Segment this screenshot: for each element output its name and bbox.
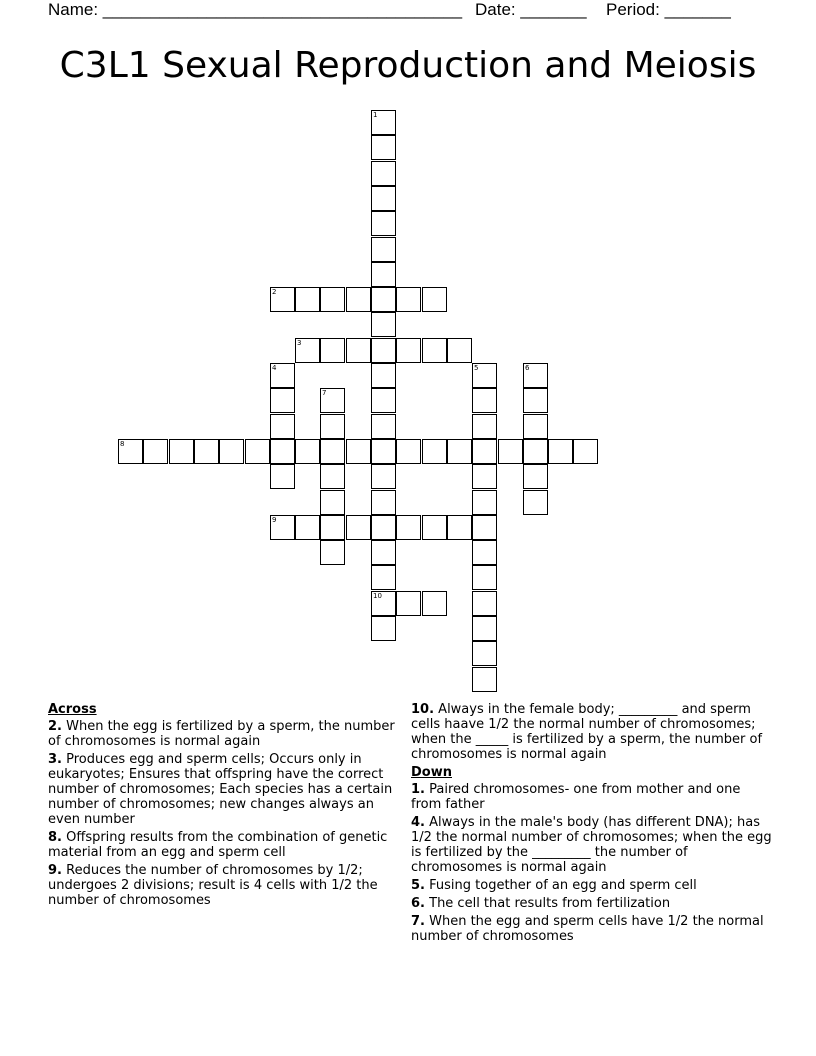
grid-cell[interactable] (523, 464, 548, 489)
grid-cell[interactable] (523, 490, 548, 515)
grid-cell[interactable] (422, 287, 447, 312)
cell-number: 7 (322, 389, 327, 397)
grid-cell[interactable] (573, 439, 598, 464)
clue-text: Fusing together of an egg and sperm cell (429, 878, 697, 893)
grid-cell[interactable] (371, 439, 396, 464)
grid-cell[interactable] (371, 312, 396, 337)
grid-cell[interactable] (548, 439, 573, 464)
cell-number: 6 (525, 364, 530, 372)
grid-cell[interactable] (371, 161, 396, 186)
grid-cell[interactable] (472, 641, 497, 666)
grid-cell[interactable] (371, 388, 396, 413)
clue-text: Always in the female body; _________ and sperm cells haave 1/2 the normal number of chromosomes; when the _____ is fertilized by a sperm, the number of chromosomes is normal again (411, 702, 763, 762)
grid-cell[interactable] (371, 490, 396, 515)
clue-text: Reduces the number of chromosomes by 1/2; undergoes 2 divisions; result is 4 cells with 1/2 the number of chromosomes (48, 863, 378, 908)
grid-cell[interactable] (422, 338, 447, 363)
cell-number: 3 (297, 339, 302, 347)
grid-cell[interactable] (320, 439, 345, 464)
cell-number: 1 (373, 111, 378, 119)
grid-cell[interactable] (320, 540, 345, 565)
down-clue (411, 782, 773, 812)
grid-cell[interactable] (371, 565, 396, 590)
grid-cell[interactable] (396, 591, 421, 616)
clue-number: 6. (411, 896, 425, 911)
grid-cell[interactable] (169, 439, 194, 464)
clue-number: 5. (411, 878, 425, 893)
grid-cell[interactable] (422, 515, 447, 540)
grid-cell[interactable] (320, 414, 345, 439)
name-field[interactable]: Name: ______________________________________ (48, 0, 463, 19)
grid-cell[interactable] (320, 490, 345, 515)
grid-cell[interactable] (295, 287, 320, 312)
grid-cell[interactable] (472, 565, 497, 590)
clue-text: Always in the male's body (has different DNA); has 1/2 the normal number of chromosomes; when the egg is fertilized by the _________ the number of chromosomes is normal again (411, 815, 772, 875)
grid-cell[interactable] (371, 186, 396, 211)
grid-cell[interactable] (472, 616, 497, 641)
cell-number: 4 (272, 364, 277, 372)
cell-number: 10 (373, 592, 382, 600)
down-clue (411, 896, 773, 911)
grid-cell[interactable] (422, 591, 447, 616)
across-heading: Across (48, 702, 97, 717)
grid-cell[interactable] (320, 515, 345, 540)
grid-cell[interactable] (270, 414, 295, 439)
grid-cell[interactable] (422, 439, 447, 464)
grid-cell[interactable] (371, 515, 396, 540)
grid-cell[interactable] (320, 464, 345, 489)
grid-cell[interactable] (194, 439, 219, 464)
grid-cell[interactable] (320, 287, 345, 312)
grid-cell[interactable] (498, 439, 523, 464)
grid-cell[interactable] (295, 439, 320, 464)
grid-cell[interactable] (346, 515, 371, 540)
grid-cell[interactable] (371, 237, 396, 262)
grid-cell[interactable] (396, 515, 421, 540)
across-clue (48, 752, 398, 827)
grid-cell[interactable] (472, 388, 497, 413)
date-field[interactable]: Date: _______ (475, 0, 587, 19)
grid-cell[interactable] (472, 363, 497, 388)
grid-cell[interactable] (118, 439, 143, 464)
grid-cell[interactable] (472, 515, 497, 540)
grid-cell[interactable] (270, 388, 295, 413)
grid-cell[interactable] (371, 464, 396, 489)
grid-cell[interactable] (143, 439, 168, 464)
across-clue (48, 863, 398, 908)
clue-text: Produces egg and sperm cells; Occurs only in eukaryotes; Ensures that offspring have the correct number of chromosomes; Each species has a certain number of chromosomes; new changes always an even number (48, 752, 393, 827)
cell-number: 5 (474, 364, 479, 372)
grid-cell[interactable] (472, 439, 497, 464)
clue-text: When the egg is fertilized by a sperm, the number of chromosomes is normal again (48, 719, 395, 749)
grid-cell[interactable] (523, 414, 548, 439)
grid-cell[interactable] (472, 414, 497, 439)
grid-cell[interactable] (295, 338, 320, 363)
clue-number: 9. (48, 863, 62, 878)
clue-number: 10. (411, 702, 435, 717)
clue-text: Paired chromosomes- one from mother and one from father (411, 782, 741, 812)
grid-cell[interactable] (447, 515, 472, 540)
grid-cell[interactable] (371, 211, 396, 236)
grid-cell[interactable] (523, 439, 548, 464)
clue-number: 8. (48, 830, 62, 845)
grid-cell[interactable] (219, 439, 244, 464)
grid-cell[interactable] (472, 591, 497, 616)
grid-cell[interactable] (270, 464, 295, 489)
down-clue (411, 878, 773, 893)
grid-cell[interactable] (270, 287, 295, 312)
cell-number: 8 (120, 440, 125, 448)
page-title: C3L1 Sexual Reproduction and Meiosis (59, 45, 757, 86)
clue-text: When the egg and sperm cells have 1/2 the normal number of chromosomes (411, 914, 764, 944)
cell-number: 2 (272, 288, 277, 296)
grid-cell[interactable] (270, 515, 295, 540)
grid-cell[interactable] (396, 287, 421, 312)
clue-number: 4. (411, 815, 425, 830)
grid-cell[interactable] (371, 262, 396, 287)
grid-cell[interactable] (320, 388, 345, 413)
clues-right-column (411, 702, 773, 947)
cell-number: 9 (272, 516, 277, 524)
across-clue (48, 719, 398, 749)
grid-cell[interactable] (472, 540, 497, 565)
down-heading: Down (411, 765, 452, 780)
grid-cell[interactable] (472, 667, 497, 692)
grid-cell[interactable] (472, 490, 497, 515)
clue-number: 7. (411, 914, 425, 929)
period-field[interactable]: Period: _______ (606, 0, 731, 19)
grid-cell[interactable] (371, 540, 396, 565)
grid-cell[interactable] (270, 363, 295, 388)
grid-cell[interactable] (447, 338, 472, 363)
grid-cell[interactable] (346, 338, 371, 363)
grid-cell[interactable] (396, 338, 421, 363)
grid-cell[interactable] (270, 439, 295, 464)
grid-cell[interactable] (472, 464, 497, 489)
clue-number: 2. (48, 719, 62, 734)
grid-cell[interactable] (371, 591, 396, 616)
grid-cell[interactable] (371, 338, 396, 363)
grid-cell[interactable] (371, 414, 396, 439)
grid-cell[interactable] (396, 439, 421, 464)
clue-number: 3. (48, 752, 62, 767)
grid-cell[interactable] (523, 363, 548, 388)
grid-cell[interactable] (523, 388, 548, 413)
down-clue (411, 815, 773, 875)
grid-cell[interactable] (371, 363, 396, 388)
grid-cell[interactable] (371, 110, 396, 135)
across-clues (48, 702, 398, 911)
grid-cell[interactable] (371, 287, 396, 312)
clue-text: Offspring results from the combination of genetic material from an egg and sperm cell (48, 830, 388, 860)
across-clue (411, 702, 773, 762)
across-clue (48, 830, 398, 860)
grid-cell[interactable] (245, 439, 270, 464)
grid-cell[interactable] (320, 338, 345, 363)
grid-cell[interactable] (346, 287, 371, 312)
grid-cell[interactable] (371, 616, 396, 641)
down-clue (411, 914, 773, 944)
grid-cell[interactable] (346, 439, 371, 464)
grid-cell[interactable] (447, 439, 472, 464)
grid-cell[interactable] (371, 135, 396, 160)
clue-number: 1. (411, 782, 425, 797)
clue-text: The cell that results from fertilization (429, 896, 671, 911)
grid-cell[interactable] (295, 515, 320, 540)
